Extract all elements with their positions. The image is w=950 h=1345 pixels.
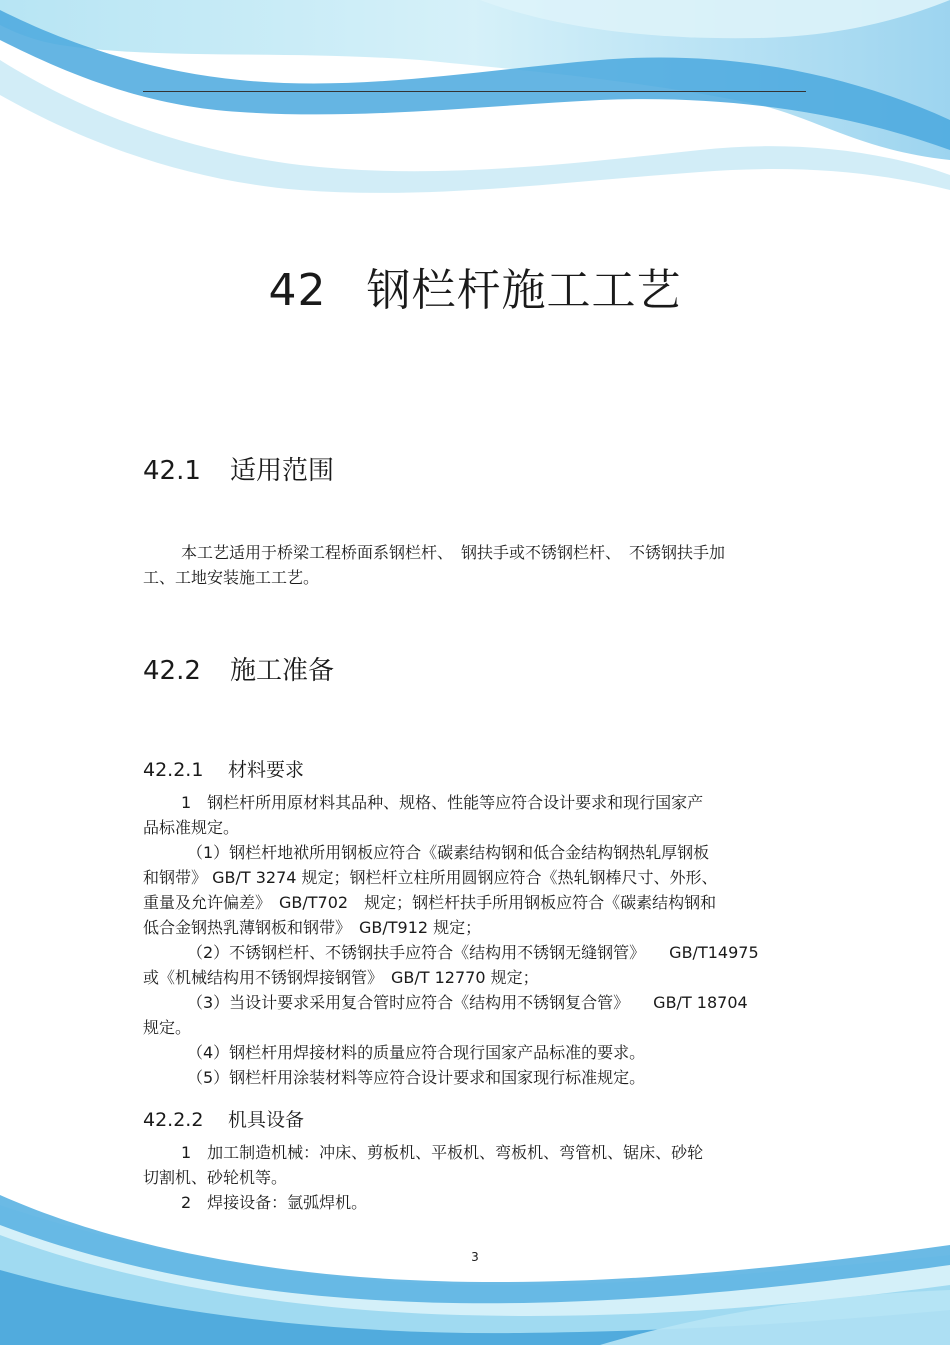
chapter-title	[0, 254, 950, 318]
section-heading-42-1	[143, 450, 334, 487]
paragraph-line: 或《机械结构用不锈钢焊接钢管》 GB/T 12770 规定；	[143, 968, 539, 987]
section-number: 42.1	[143, 456, 201, 486]
chapter-title-text: 钢栏杆施工工艺	[366, 265, 682, 316]
paragraph-line: （4）钢栏杆用焊接材料的质量应符合现行国家产品标准的要求。	[187, 1043, 646, 1062]
paragraph-line: 切割机、砂轮机等。	[143, 1168, 288, 1187]
section-heading-42-2	[143, 650, 334, 687]
paragraph-line: 1 钢栏杆所用原材料其品种、规格、性能等应符合设计要求和现行国家产	[181, 793, 704, 812]
bottom-wave-decoration	[0, 1195, 950, 1345]
paragraph-line: （1）钢栏杆地袱所用钢板应符合《碳素结构钢和低合金结构钢热轧厚钢板	[187, 843, 710, 862]
page-number: 3	[471, 1250, 479, 1264]
paragraph-line: 重量及允许偏差》 GB/T702 规定；钢栏杆扶手所用钢板应符合《碳素结构钢和	[143, 893, 717, 912]
paragraph-line: 本工艺适用于桥梁工程桥面系钢栏杆、 钢扶手或不锈钢栏杆、 不锈钢扶手加	[181, 543, 726, 562]
top-wave-decoration	[0, 0, 950, 230]
materials-paragraph	[143, 790, 813, 1090]
section-title: 施工准备	[230, 656, 335, 686]
scope-paragraph	[143, 540, 813, 590]
subsection-heading-42-2-2	[143, 1105, 304, 1132]
chapter-number: 42	[268, 265, 327, 316]
paragraph-line: （2）不锈钢栏杆、不锈钢扶手应符合《结构用不锈钢无缝钢管》 GB/T14975	[187, 943, 759, 962]
subsection-title: 机具设备	[228, 1109, 305, 1131]
paragraph-line: 1 加工制造机械：冲床、剪板机、平板机、弯板机、弯管机、锯床、砂轮	[181, 1143, 704, 1162]
paragraph-line: 低合金钢热乳薄钢板和钢带》 GB/T912 规定；	[143, 918, 482, 937]
section-number: 42.2	[143, 656, 201, 686]
section-title: 适用范围	[230, 456, 335, 486]
subsection-number: 42.2.2	[143, 1109, 204, 1131]
paragraph-line: 品标准规定。	[143, 818, 240, 837]
paragraph-line: 2 焊接设备：氩弧焊机。	[181, 1193, 368, 1212]
paragraph-line: 工、工地安装施工工艺。	[143, 568, 320, 587]
subsection-heading-42-2-1	[143, 755, 304, 782]
paragraph-line: 规定。	[143, 1018, 192, 1037]
paragraph-line: 和钢带》 GB/T 3274 规定；钢栏杆立柱所用圆钢应符合《热轧钢棒尺寸、外形、	[143, 868, 718, 887]
subsection-number: 42.2.1	[143, 759, 204, 781]
paragraph-line: （5）钢栏杆用涂装材料等应符合设计要求和国家现行标准规定。	[187, 1068, 646, 1087]
subsection-title: 材料要求	[228, 759, 305, 781]
paragraph-line: （3）当设计要求采用复合管时应符合《结构用不锈钢复合管》 GB/T 18704	[187, 993, 748, 1012]
header-rule	[143, 91, 806, 92]
